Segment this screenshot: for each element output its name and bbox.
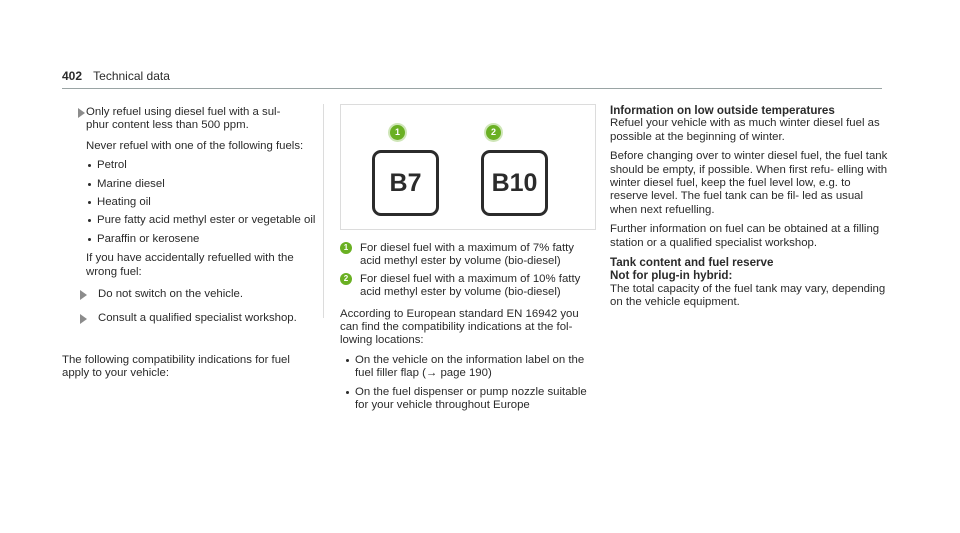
arrow-icon	[80, 314, 87, 324]
legend-text: For diesel fuel with a maximum of 10% fatty acid methyl ester by volume (bio-diesel)	[360, 272, 581, 299]
label-b10: B10	[481, 150, 548, 216]
heading-tank-content: Tank content and fuel reserve	[610, 256, 774, 270]
list-item: Pure fatty acid methyl ester or vegetable oil	[86, 214, 324, 227]
callout-line: Only refuel using diesel fuel with a sul-	[86, 106, 281, 118]
header-divider	[62, 88, 882, 89]
step-text: Do not switch on the vehicle.	[98, 288, 243, 301]
badge-1: 1	[340, 242, 352, 254]
step-no-switch-on	[62, 288, 324, 301]
wrong-fuel-text: If you have accidentally refuelled with the wrong fuel:	[86, 252, 294, 278]
badge-2: 2	[340, 273, 352, 285]
list-item: Petrol	[86, 159, 324, 172]
callout-line: phur content less than 500 ppm.	[86, 119, 249, 132]
paragraph: Before changing over to winter diesel fuel, the fuel tank should be empty, if possible. When first refu- elling with winter diesel fuel, keep the fuel level low, e.g. to reserve level. The fuel tank can be fil- led as usual when next refuelling.	[610, 150, 888, 216]
page-number: 402	[62, 69, 83, 83]
label-b7: B7	[372, 150, 439, 216]
heading-not-plugin-hybrid: Not for plug-in hybrid:	[610, 269, 733, 283]
forbidden-fuel-list	[86, 159, 324, 246]
column-middle	[340, 104, 596, 418]
step-consult-workshop	[62, 312, 324, 325]
list-item: Heating oil	[86, 196, 324, 209]
list-item: Marine diesel	[86, 178, 324, 191]
step-text: Consult a qualified specialist workshop.	[98, 312, 297, 325]
section-title: Technical data	[93, 69, 170, 83]
compatibility-intro: The following compatibility indications for fuel apply to your vehicle:	[62, 353, 290, 380]
callout-diesel-sulphur	[62, 106, 324, 133]
list-item: On the fuel dispenser or pump nozzle suitable for your vehicle throughout Europe	[344, 386, 596, 413]
legend-item-2	[340, 273, 596, 300]
arrow-icon	[78, 108, 85, 118]
location-list	[340, 354, 596, 413]
column-left	[62, 104, 324, 387]
page-header	[62, 70, 170, 83]
standard-text: According to European standard EN 16942 you can find the compatibility indications at the fol- lowing locations:	[340, 307, 579, 347]
list-item: On the vehicle on the information label on the fuel filler flap (→ page 190)	[344, 354, 596, 381]
callout-block	[62, 104, 324, 326]
paragraph: The total capacity of the fuel tank may vary, depending on the vehicle equipment.	[610, 282, 886, 309]
paragraph: Further information on fuel can be obtained at a filling station or a qualified specialist workshop.	[610, 223, 880, 249]
badge-1: 1	[390, 125, 405, 140]
paragraph: Refuel your vehicle with as much winter diesel fuel as possible at the beginning of winter.	[610, 117, 880, 143]
list-item: Paraffin or kerosene	[86, 233, 324, 246]
never-refuel-text: Never refuel with one of the following fuels:	[86, 139, 304, 152]
arrow-icon	[80, 290, 87, 300]
heading-low-temperatures: Information on low outside temperatures	[610, 104, 835, 117]
column-right	[610, 104, 888, 316]
badge-2: 2	[486, 125, 501, 140]
legend-text: For diesel fuel with a maximum of 7% fatty acid methyl ester by volume (bio-diesel)	[360, 242, 574, 268]
legend-item-1	[340, 242, 596, 269]
fuel-compatibility-figure	[340, 104, 596, 230]
